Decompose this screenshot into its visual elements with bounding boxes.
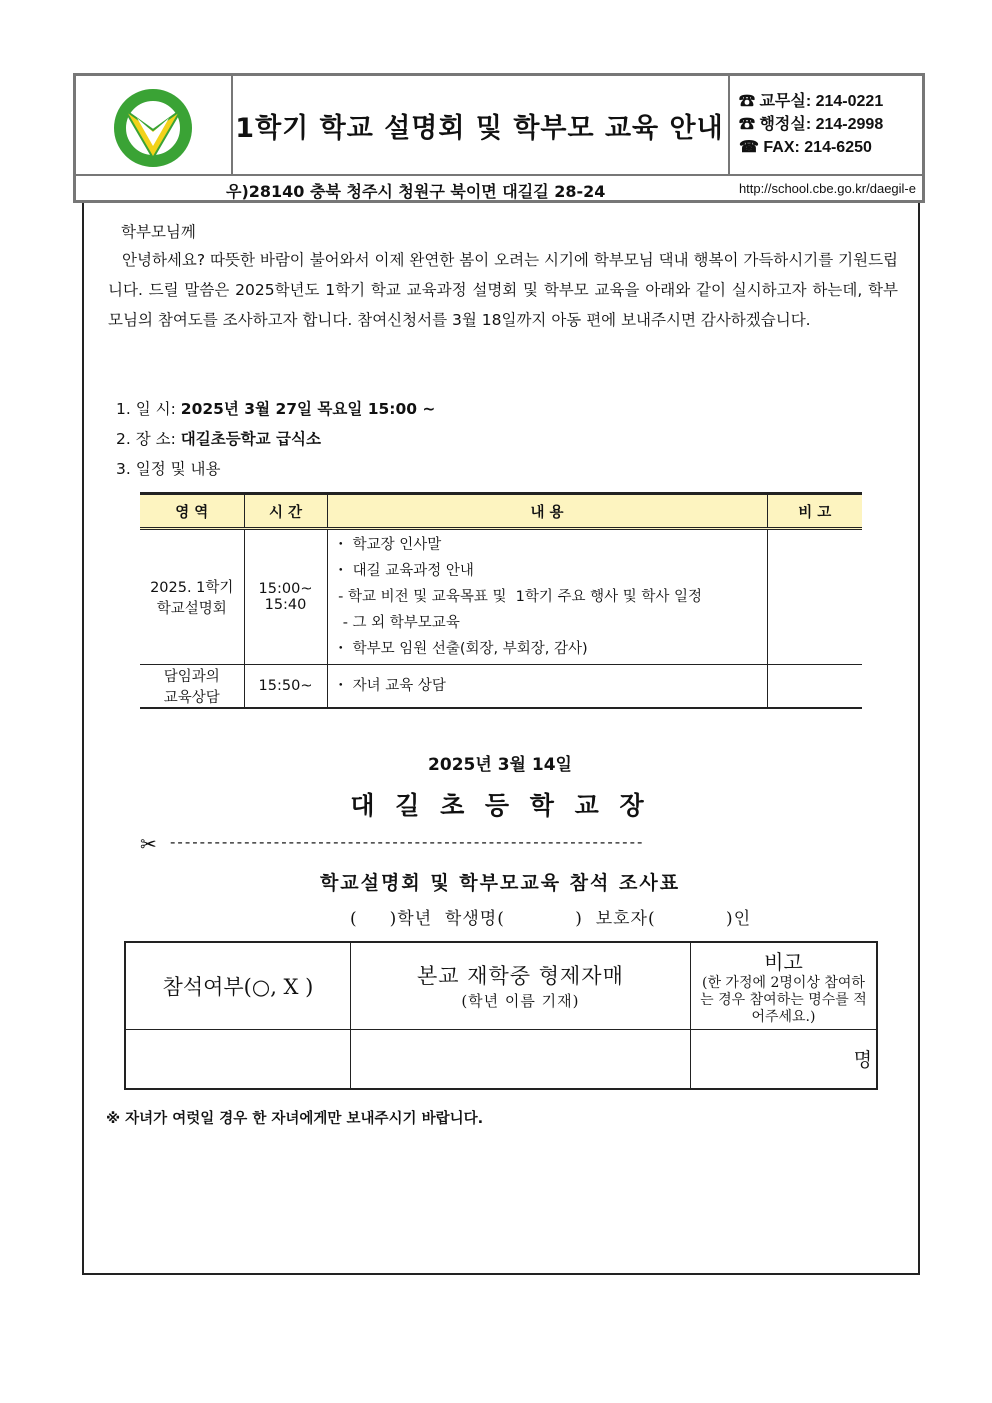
note-header: [690, 942, 877, 1029]
salutation: 학부모님께: [121, 223, 196, 241]
phone-icon: ☎: [739, 139, 759, 156]
phone-label: FAX: 214-6250: [763, 139, 872, 156]
item-num: 1.: [116, 400, 131, 418]
content-item: - 그 외 학부모교육: [333, 615, 460, 631]
cut-line: ----------------------------------------------------------------: [170, 833, 645, 851]
area-text: 담임과의: [163, 669, 220, 685]
area-text: 2025. 1학기: [150, 580, 234, 596]
item-label: 장 소:: [135, 430, 176, 448]
content-item: ・ 자녀 교육 상담: [333, 678, 446, 694]
time-cell: 15:50~: [244, 665, 327, 709]
school-logo: [113, 88, 193, 168]
content-item: ・ 학교장 인사말: [333, 537, 442, 553]
item-value: 2025년 3월 27일 목요일 15:00 ~: [180, 400, 436, 418]
note-cell: [767, 529, 862, 665]
attend-input-cell[interactable]: [125, 1029, 350, 1089]
area-text: 교육상담: [163, 690, 220, 706]
table-row: [140, 529, 862, 665]
content-item: ・ 학부모 임원 선출(회장, 부회장, 감사): [333, 641, 588, 657]
table-row: [140, 665, 862, 709]
time-text: 15:00~: [258, 581, 313, 597]
footnote: ※ 자녀가 여럿일 경우 한 자녀에게만 보내주시기 바랍니다.: [106, 1111, 484, 1127]
document-title: 1학기 학교 설명회 및 학부모 교육 안내: [231, 76, 730, 174]
issue-date: 2025년 3월 14일: [428, 755, 572, 775]
student-info-line[interactable]: ( )학년 학생명( ) 보호자( )인: [350, 909, 752, 929]
scissors-icon: ✂: [140, 832, 157, 856]
phone-line-admin: [739, 113, 922, 136]
time-cell: [244, 529, 327, 665]
content-item: - 학교 비전 및 교육목표 및 1학기 주요 행사 및 학사 일정: [333, 589, 703, 605]
survey-table: [124, 941, 878, 1090]
survey-input-row: [125, 1029, 877, 1089]
sibling-header-sub: (학년 이름 기재): [461, 992, 580, 1011]
item-label: 일정 및 내용: [135, 460, 221, 478]
principal-signature: 대 길 초 등 학 교 장: [350, 791, 650, 820]
note-header-sub: (한 가정에 2명이상 참여하는 경우 참여하는 명수를 적어주세요.): [700, 974, 867, 1025]
survey-header-row: [125, 942, 877, 1029]
sibling-header: [350, 942, 690, 1029]
phone-list: [729, 76, 922, 174]
col-header-content: 내 용: [327, 494, 767, 529]
time-text: 15:40: [264, 597, 307, 613]
item-datetime: [116, 394, 435, 424]
address-row: [76, 174, 922, 203]
col-header-note: 비 고: [767, 494, 862, 529]
item-schedule: [116, 454, 220, 484]
phone-icon: ☎: [739, 93, 756, 110]
school-url[interactable]: http://school.cbe.go.kr/daegil-e: [738, 181, 916, 196]
school-address: 우)28140 충북 청주시 청원구 북이면 대길길 28-24: [226, 182, 606, 201]
sibling-header-main: 본교 재학중 형제자매: [416, 964, 624, 989]
item-label: 일 시:: [135, 400, 176, 418]
note-input-cell[interactable]: [690, 1029, 877, 1089]
sibling-input-cell[interactable]: [350, 1029, 690, 1089]
logo-cell: [76, 76, 233, 174]
area-cell: [140, 665, 244, 709]
phone-label: 행정실: 214-2998: [759, 116, 884, 133]
schedule-header-row: [140, 494, 862, 529]
content-item: ・ 대길 교육과정 안내: [333, 563, 474, 579]
phone-line-office: [739, 90, 922, 113]
survey-title: 학교설명회 및 학부모교육 참석 조사표: [319, 872, 681, 894]
note-cell: [767, 665, 862, 709]
content-cell: [327, 529, 767, 665]
content-cell: [327, 665, 767, 709]
unit-label: 명: [853, 1049, 872, 1072]
item-place: [116, 424, 321, 454]
letter-body: 안녕하세요? 따뜻한 바람이 불어와서 이제 완연한 봄이 오려는 시기에 학부모님 댁내 행복이 가득하시기를 기원드립니다. 드릴 말씀은 2025학년도 1학기 학교 교육과정 설명회 및 학부모 교육을 아래와 같이 실시하고자 하는데, 학부모님의 참여도를 조사하고자 합니다. 참여신청서를 3월 18일까지 아동 편에 보내주시면 감사하겠습니다.: [108, 251, 899, 329]
item-value: 대길초등학교 급식소: [180, 430, 321, 448]
phone-label: 교무실: 214-0221: [759, 93, 884, 110]
note-header-main: 비고: [764, 949, 803, 974]
phone-line-fax: [739, 136, 922, 159]
phone-icon: ☎: [739, 116, 756, 133]
schedule-table: [140, 492, 862, 709]
document-header: [73, 73, 925, 203]
attend-header: 참석여부(○, X ): [125, 942, 350, 1029]
col-header-time: 시 간: [244, 494, 327, 529]
item-num: 3.: [116, 460, 131, 478]
col-header-area: 영 역: [140, 494, 244, 529]
area-cell: [140, 529, 244, 665]
item-num: 2.: [116, 430, 131, 448]
area-text: 학교설명회: [156, 601, 227, 617]
